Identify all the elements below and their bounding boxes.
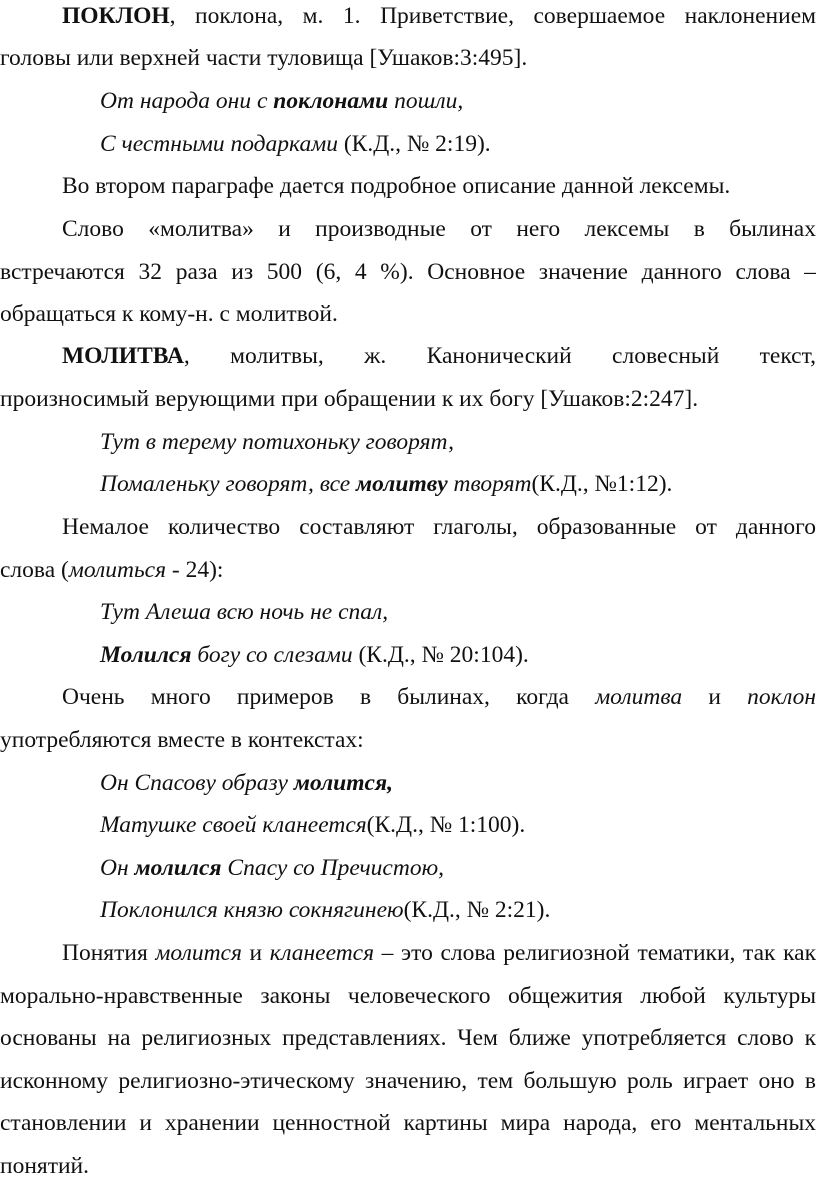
paragraph-line: ПОКЛОН, поклона, м. 1. Приветствие, совершаемое наклонением xyxy=(62,3,816,29)
paragraph-line: морально-нравственные законы человеческого общежития любой культуры xyxy=(0,983,816,1009)
quote-line: Он Спасову образу молится, xyxy=(100,770,393,796)
paragraph-line: обращаться к кому-н. с молитвой. xyxy=(0,301,338,327)
paragraph-line: встречаются 32 раза из 500 (6, 4 %). Основное значение данного слова – xyxy=(0,259,816,285)
quote-line: Тут в терему потихоньку говорят, xyxy=(100,429,454,455)
paragraph-line: Очень много примеров в былинах, когда молитва и поклон xyxy=(62,684,816,710)
paragraph-line: употребляются вместе в контекстах: xyxy=(0,727,364,753)
paragraph-line: головы или верхней части туловища [Ушаков:3:495]. xyxy=(0,45,528,71)
paragraph-line: Понятия молится и кланеется – это слова религиозной тематики, так как xyxy=(62,940,816,966)
paragraph-line: Немалое количество составляют глаголы, образованные от данного xyxy=(62,514,816,540)
quote-line: С честными подарками (К.Д., № 2:19). xyxy=(100,131,491,157)
paragraph-line: понятий. xyxy=(0,1153,90,1179)
entry-headword: ПОКЛОН xyxy=(62,3,170,29)
paragraph-line: МОЛИТВА, молитвы, ж. Канонический словесный текст, xyxy=(62,343,816,369)
paragraph-line: исконному религиозно-этическому значению, тем большую роль играет оно в xyxy=(0,1068,816,1094)
paragraph-line: слова (молиться - 24): xyxy=(0,557,224,583)
entry-headword: МОЛИТВА xyxy=(62,343,184,369)
paragraph-line: основаны на религиозных представлениях. Чем ближе употребляется слово к xyxy=(0,1025,816,1051)
quote-line: Молился богу со слезами (К.Д., № 20:104). xyxy=(100,642,529,668)
quote-line: Тут Алеша всю ночь не спал, xyxy=(100,599,389,625)
quote-line: Поклонился князю сокнягинею(К.Д., № 2:21). xyxy=(100,897,551,923)
paragraph-line: становлении и хранении ценностной картины мира народа, его ментальных xyxy=(0,1110,816,1136)
quote-line: Помаленьку говорят, все молитву творят(К.Д., №1:12). xyxy=(100,471,673,497)
paragraph-line: Слово «молитва» и производные от него лексемы в былинах xyxy=(62,216,816,242)
paragraph-line: Во втором параграфе дается подробное описание данной лексемы. xyxy=(62,173,731,199)
quote-line: Он молился Спасу со Пречистою, xyxy=(100,855,445,881)
paragraph-line: произносимый верующими при обращении к их богу [Ушаков:2:247]. xyxy=(0,386,699,412)
quote-line: От народа они с поклонами пошли, xyxy=(100,88,464,114)
quote-line: Матушке своей кланеется(К.Д., № 1:100). xyxy=(100,812,526,838)
